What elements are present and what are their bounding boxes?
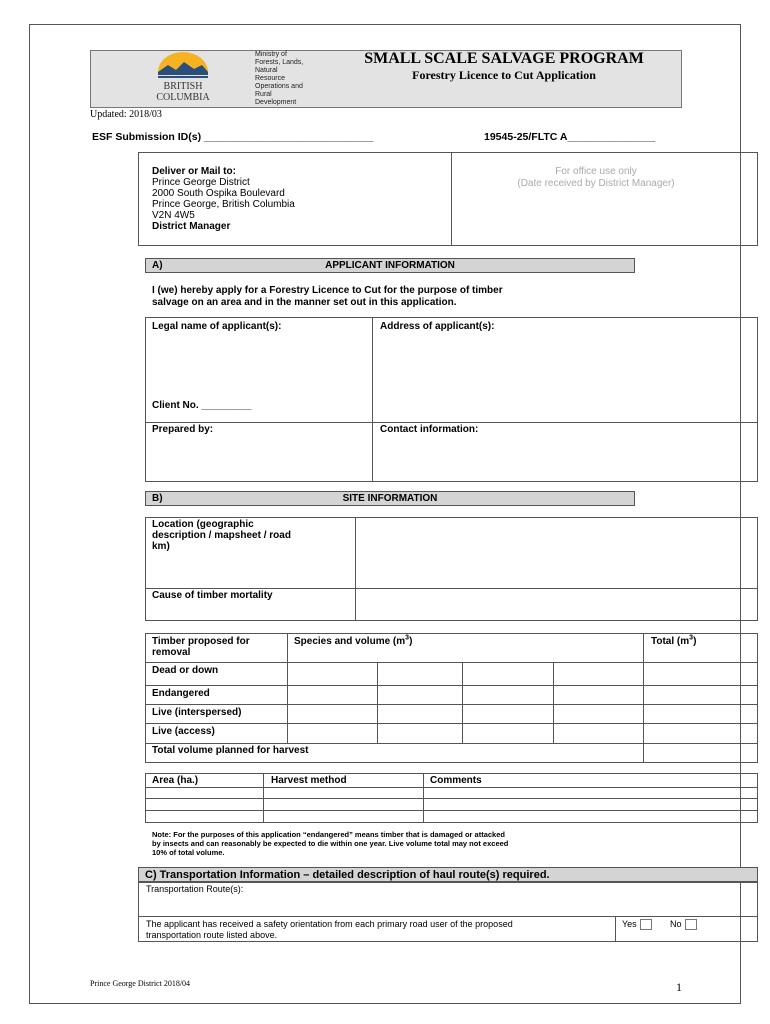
timber-col-header: Timber proposed for removal: [152, 636, 250, 658]
endangered-note: Note: For the purposes of this application “endangered” means timber that is damaged or attacked by insects and can reasonably be expected to die within one year. Live volume total may not exceed 10% of total volume.: [152, 830, 509, 857]
legal-name-label: Legal name of applicant(s):: [152, 321, 282, 332]
client-no-field[interactable]: Client No. _________: [152, 400, 252, 411]
row-dead-or-down: Dead or down: [152, 665, 219, 676]
prepared-by-label: Prepared by:: [152, 424, 214, 435]
yes-option[interactable]: Yes: [622, 919, 652, 930]
row-endangered: Endangered: [152, 688, 210, 699]
total-header: Total $(m^3)$: [651, 634, 697, 647]
no-option[interactable]: No: [670, 919, 697, 930]
cause-of-mortality-label: Cause of timber mortality: [152, 590, 273, 601]
row-live-interspersed: Live (interspersed): [152, 707, 242, 718]
area-header: Area (ha.): [152, 775, 199, 786]
ministry-name: Ministry of Forests, Lands, Natural Resource Operations and Rural Development: [255, 51, 304, 106]
contact-info-label: Contact information:: [380, 424, 479, 435]
delivery-address: Deliver or Mail to: Prince George District 2000 South Ospika Boulevard Prince George, British Columbia V2N 4W5 District Manager: [152, 166, 295, 232]
yes-checkbox[interactable]: [640, 919, 652, 930]
row-total-volume: Total volume planned for harvest: [152, 745, 309, 756]
no-checkbox[interactable]: [685, 919, 697, 930]
logo-text-2: COLUMBIA: [156, 92, 210, 103]
logo-text-1: BRITISH: [163, 81, 203, 92]
location-label: Location (geographic description / mapsheet / road km): [152, 519, 291, 552]
program-subtitle: Forestry Licence to Cut Application: [412, 68, 596, 82]
harvest-method-header: Harvest method: [271, 775, 347, 786]
section-c-header: C) Transportation Information – detailed description of haul route(s) required.: [138, 867, 758, 882]
safety-orientation-text: The applicant has received a safety orientation from each primary road user of the proposed transportation route listed above.: [146, 919, 513, 940]
address-label: Address of applicant(s):: [380, 321, 495, 332]
esf-submission-id[interactable]: ESF Submission ID(s) _____________________________: [92, 131, 374, 143]
bc-logo: [150, 52, 216, 106]
section-b-header: B) SITE INFORMATION: [145, 491, 635, 506]
program-title: SMALL SCALE SALVAGE PROGRAM: [364, 50, 644, 67]
application-statement: I (we) hereby apply for a Forestry Licence to Cut for the purpose of timber salvage on an area and in the manner set out in this application.: [152, 285, 503, 308]
fltc-number[interactable]: 19545-25/FLTC A_______________: [484, 131, 656, 143]
footer-district: Prince George District 2018/04: [90, 979, 191, 988]
row-live-access: Live (access): [152, 726, 215, 737]
section-a-header: A) APPLICANT INFORMATION: [145, 258, 635, 273]
transport-route-label: Transportation Route(s):: [146, 884, 244, 894]
page-number: 1: [676, 980, 682, 994]
updated-date: Updated: 2018/03: [90, 109, 162, 120]
office-use-only: For office use only (Date received by District Manager): [517, 166, 675, 189]
comments-header: Comments: [430, 775, 482, 786]
species-volume-header: Species and volume $(m^3)$: [294, 634, 413, 647]
